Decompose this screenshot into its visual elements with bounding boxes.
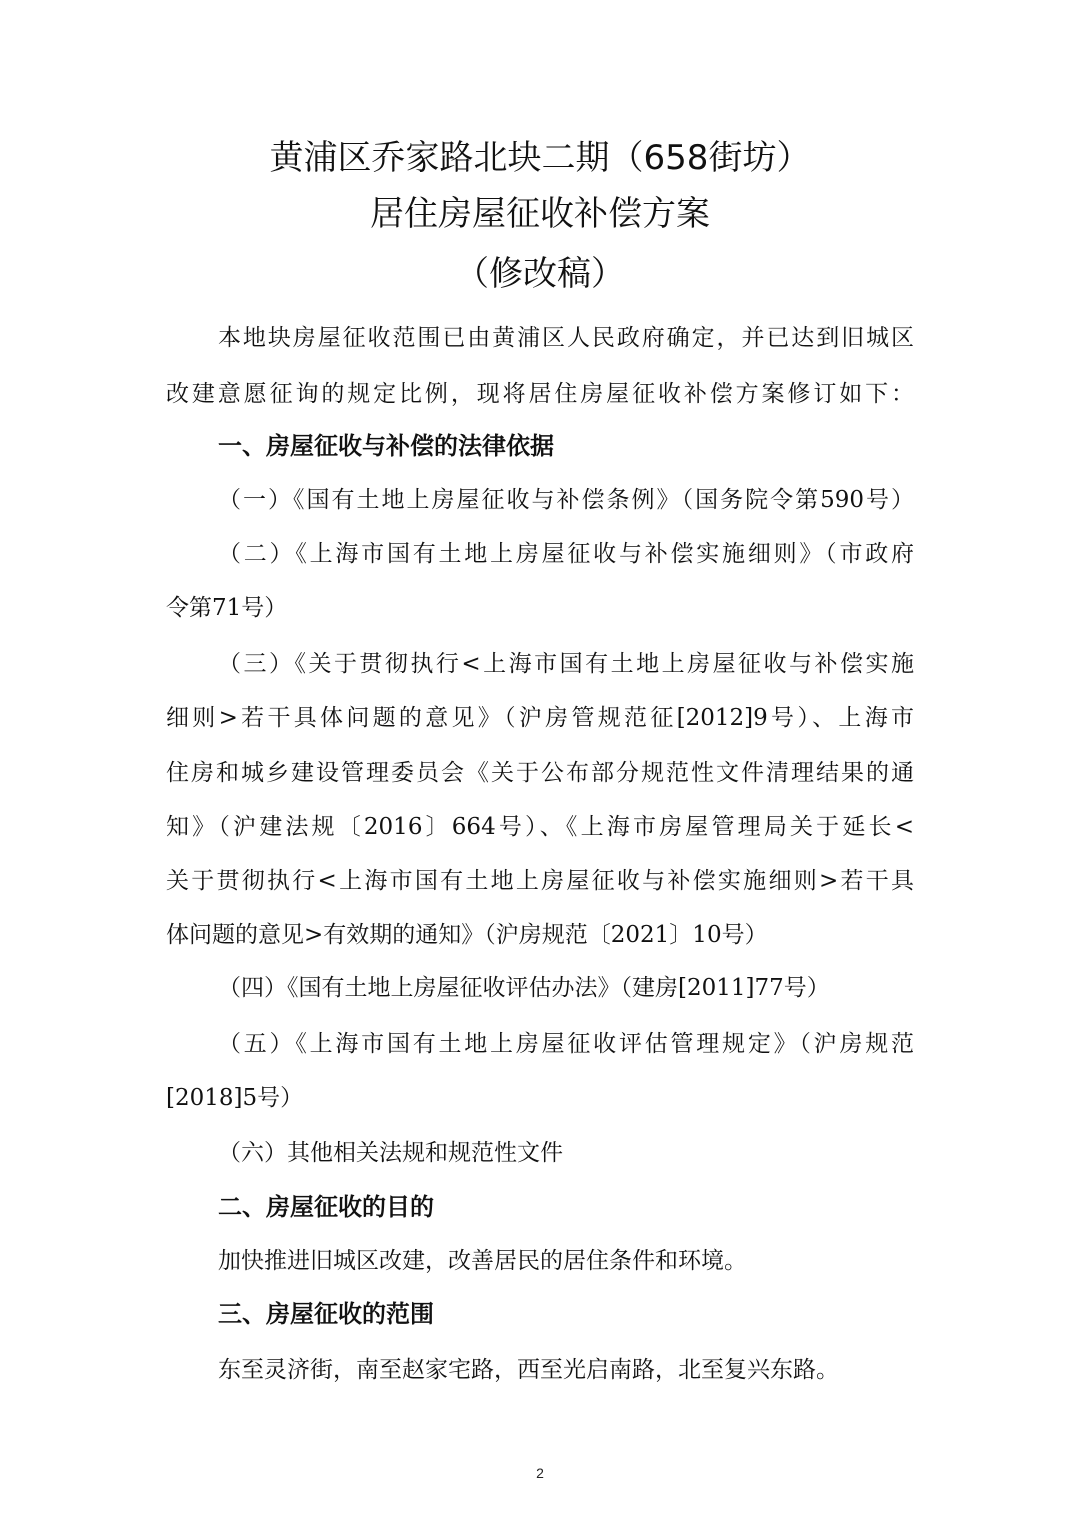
section-1-item-4: （四）《国有土地上房屋征收评估办法》（建房[2011]77号） [218, 975, 830, 1001]
page-number: 2 [536, 1465, 544, 1481]
section-1-item-5-line-2: [2018]5号） [166, 1085, 304, 1111]
section-1-item-2-line-1: （二）《上海市国有土地上房屋征收与补偿实施细则》（市政府 [218, 541, 914, 567]
section-2-text: 加快推进旧城区改建，改善居民的居住条件和环境。 [218, 1248, 747, 1274]
section-1-item-3-line-6: 体问题的意见>有效期的通知》（沪房规范〔2021〕10号） [166, 922, 768, 948]
intro-line-1: 本地块房屋征收范围已由黄浦区人民政府确定，并已达到旧城区 [218, 325, 914, 351]
title-line-1: 黄浦区乔家路北块二期（658街坊） [269, 138, 811, 178]
intro-line-2: 改建意愿征询的规定比例，现将居住房屋征收补偿方案修订如下： [166, 381, 914, 407]
section-1-heading: 一、房屋征收与补偿的法律依据 [218, 432, 554, 460]
section-1-item-3-line-1: （三）《关于贯彻执行<上海市国有土地上房屋征收与补偿实施 [218, 651, 914, 677]
section-3-heading: 三、房屋征收的范围 [218, 1300, 434, 1328]
title-line-2: 居住房屋征收补偿方案 [370, 194, 710, 234]
section-2-heading: 二、房屋征收的目的 [218, 1193, 434, 1221]
section-1-item-3-line-4: 知》（沪建法规〔2016〕664号）、《上海市房屋管理局关于延长< [166, 814, 914, 840]
section-1-item-3-line-5: 关于贯彻执行<上海市国有土地上房屋征收与补偿实施细则>若干具 [166, 868, 914, 894]
section-3-text: 东至灵济街，南至赵家宅路，西至光启南路，北至复兴东路。 [218, 1357, 839, 1383]
section-1-item-2-line-2: 令第71号） [166, 595, 288, 621]
section-1-item-6: （六）其他相关法规和规范性文件 [218, 1140, 563, 1166]
section-1-item-3-line-2: 细则>若干具体问题的意见》（沪房管规范征[2012]9号）、上海市 [166, 705, 914, 731]
section-1-item-3-line-3: 住房和城乡建设管理委员会《关于公布部分规范性文件清理结果的通 [166, 760, 914, 786]
title-line-3: （修改稿） [455, 254, 625, 294]
section-1-item-1: （一）《国有土地上房屋征收与补偿条例》（国务院令第590号） [218, 487, 914, 513]
section-1-item-5-line-1: （五）《上海市国有土地上房屋征收评估管理规定》（沪房规范 [218, 1031, 914, 1057]
